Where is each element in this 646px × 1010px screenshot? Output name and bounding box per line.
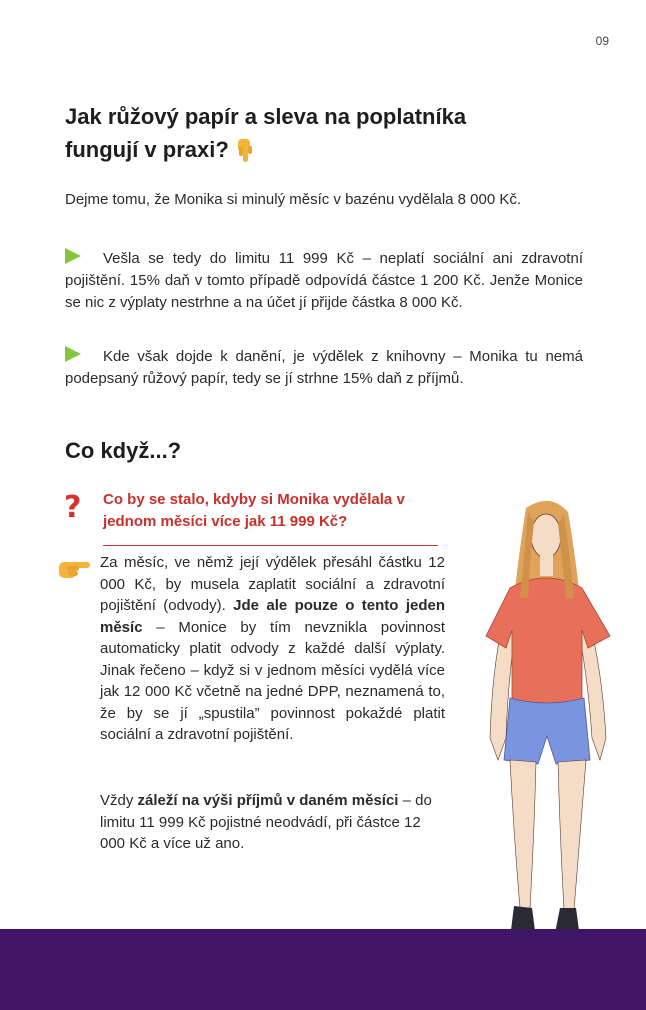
answer-paragraph <box>100 552 445 746</box>
bullet-item <box>65 248 583 314</box>
play-triangle-icon <box>65 346 81 362</box>
page-title-text: Jak růžový papír a sleva na poplatníka fungují v praxi? <box>65 104 467 162</box>
answer-bold-text: záleží na výši příjmů v daném měsíci <box>137 792 399 809</box>
question-text: Co by se stalo, kdyby si Monika vydělala v jednom měsíci více jak 11 999 Kč? <box>103 491 405 530</box>
answer-bold-text: Jde ale pouze o tento jeden měsíc <box>100 597 445 636</box>
question-mark-icon: ? <box>64 490 82 525</box>
divider <box>103 545 438 546</box>
play-triangle-icon <box>65 248 81 264</box>
answer-text: – Monice by tím nevznikla povinnost automaticky platit odvody z každé další výplaty. Jinak řečeno – když si v jednom měsíci vydělá více jak 12 000 Kč včetně na jedné DPP, neznamená to, že by se jí „spustila” povinnost pokaždé platit sociální a zdravotní pojištění. <box>100 618 445 743</box>
page-number: 09 <box>595 34 609 48</box>
intro-paragraph: Dejme tomu, že Monika si minulý měsíc v bazénu vydělala 8 000 Kč. <box>65 191 522 208</box>
page-title <box>65 100 545 166</box>
bullet-item <box>65 346 583 390</box>
bullet-text: Kde však dojde k danění, je výdělek z knihovny – Monika tu nemá podepsaný růžový papír, tedy se jí strhne 15% daň z příjmů. <box>65 348 583 387</box>
bullet-text: Vešla se tedy do limitu 11 999 Kč – neplatí sociální ani zdravotní pojištění. 15% daň v tomto případě odpovídá částce 1 200 Kč. Jenže Monice se nic z výplaty nestrhne a na účet jí přijde částka 8 000 Kč. <box>65 250 583 311</box>
hand-pointing-down-icon <box>235 137 255 165</box>
hand-pointing-right-icon <box>56 557 92 581</box>
footer-band <box>0 929 646 1010</box>
section-title: Co když...? <box>65 438 182 463</box>
answer-conclusion <box>100 790 445 855</box>
answer-text: Za měsíc, ve němž její výdělek přesáhl částku 12 000 Kč, by musela zaplatit sociální a zdravotní pojištění (odvody). <box>100 554 445 614</box>
monika-illustration <box>470 498 630 948</box>
answer-text: Vždy <box>100 792 138 809</box>
answer-text: – do limitu 11 999 Kč pojistné neodvádí, při částce 12 000 Kč a více už ano. <box>100 792 432 852</box>
